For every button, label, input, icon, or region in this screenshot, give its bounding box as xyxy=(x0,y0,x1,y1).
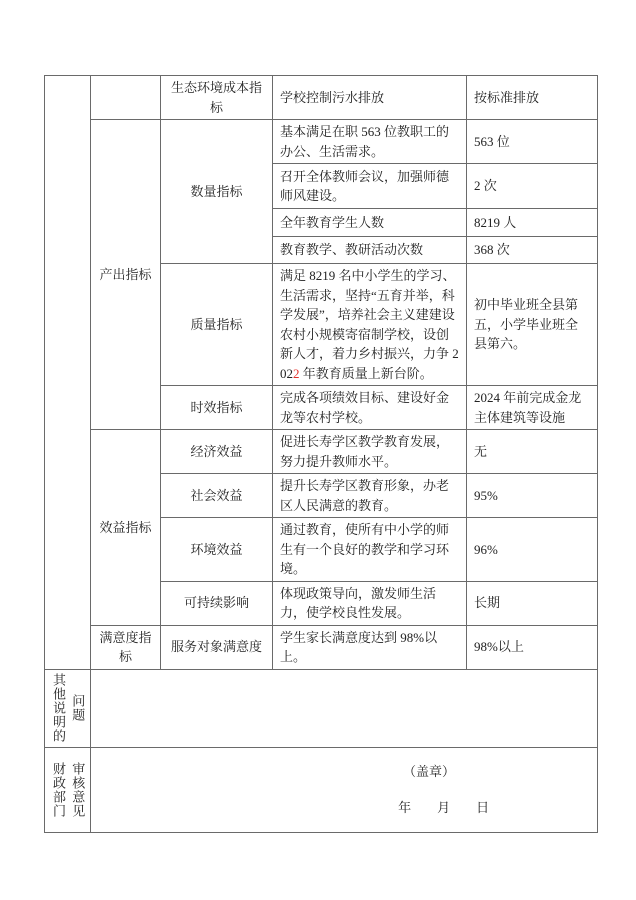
satisfaction-indicator-label: 服务对象满意度 xyxy=(161,625,273,669)
quantity-item-value: 563 位 xyxy=(467,120,598,164)
performance-table xyxy=(44,75,598,833)
timeliness-indicator-desc: 完成各项绩效目标、建设好金龙等农村学校。 xyxy=(273,386,467,430)
eco-indicator-value: 按标准排放 xyxy=(467,76,598,120)
row-satisfaction xyxy=(45,625,598,669)
empty-cell-category-column xyxy=(45,76,91,670)
quantity-item-value: 2 次 xyxy=(467,164,598,209)
quality-desc-red-digit: 2 xyxy=(293,365,300,381)
benefit-section-label: 效益指标 xyxy=(91,430,161,626)
quality-desc-post: 年教育质量上新台阶。 xyxy=(299,365,433,381)
benefit-item-desc: 提升长寿学区教育形象，办老区人民满意的教育。 xyxy=(273,474,467,518)
satisfaction-indicator-value: 98%以上 xyxy=(467,625,598,669)
benefit-item-desc: 体现政策导向，激发师生活力，使学校良性发展。 xyxy=(273,581,467,625)
benefit-item-desc: 促进长寿学区教学教育发展，努力提升教师水平。 xyxy=(273,430,467,474)
date-placeholder: 年 月 日 xyxy=(398,799,490,815)
other-notes-label-col2: 问题 xyxy=(70,694,86,722)
row-eco-cost xyxy=(45,76,598,120)
audit-label-col1: 财政部门 xyxy=(51,761,66,818)
quality-indicator-label: 质量指标 xyxy=(161,264,273,386)
benefit-item-value: 96% xyxy=(467,518,598,582)
quantity-item-desc: 基本满足在职 563 位教职工的办公、生活需求。 xyxy=(273,120,467,164)
quantity-item-desc: 召开全体教师会议，加强师德师风建设。 xyxy=(273,164,467,209)
timeliness-indicator-value: 2024 年前完成金龙主体建筑等设施 xyxy=(467,386,598,430)
timeliness-indicator-label: 时效指标 xyxy=(161,386,273,430)
satisfaction-section-label: 满意度指标 xyxy=(91,625,161,669)
quantity-item-value: 8219 人 xyxy=(467,209,598,237)
benefit-item-desc: 通过教育，使所有中小学的师生有一个良好的教学和学习环境。 xyxy=(273,518,467,582)
quantity-indicator-label: 数量指标 xyxy=(161,120,273,264)
benefit-item-label: 可持续影响 xyxy=(161,581,273,625)
other-notes-label xyxy=(45,669,91,747)
benefit-item-value: 长期 xyxy=(467,581,598,625)
row-quantity-1 xyxy=(45,120,598,164)
audit-opinion-label xyxy=(45,747,91,832)
quantity-item-desc: 全年教育学生人数 xyxy=(273,209,467,237)
quantity-item-desc: 教育教学、教研活动次数 xyxy=(273,237,467,264)
quality-indicator-desc xyxy=(273,264,467,386)
eco-indicator-label: 生态环境成本指标 xyxy=(161,76,273,120)
quantity-item-value: 368 次 xyxy=(467,237,598,264)
satisfaction-indicator-desc: 学生家长满意度达到 98%以上。 xyxy=(273,625,467,669)
audit-label-col2: 审核意见 xyxy=(70,761,86,818)
benefit-item-label: 经济效益 xyxy=(161,430,273,474)
quality-desc-pre: 满足 8219 名中小学生的学习、生活需求，坚持“五育并举，科学发展”，培养社会主义建建设农村小规模寄宿制学校，设创新人才，着力乡村振兴，力争 202 xyxy=(280,268,459,381)
seal-placeholder: （盖章） xyxy=(403,764,456,779)
benefit-item-label: 社会效益 xyxy=(161,474,273,518)
empty-cell-section-column xyxy=(91,76,161,120)
other-notes-content xyxy=(91,669,598,747)
output-section-label: 产出指标 xyxy=(91,120,161,430)
audit-opinion-content xyxy=(91,747,598,832)
row-audit-opinion xyxy=(45,747,598,832)
other-notes-label-col1: 其他说明的 xyxy=(51,673,66,743)
eco-indicator-desc: 学校控制污水排放 xyxy=(273,76,467,120)
benefit-item-label: 环境效益 xyxy=(161,518,273,582)
row-benefit-economic xyxy=(45,430,598,474)
benefit-item-value: 无 xyxy=(467,430,598,474)
benefit-item-value: 95% xyxy=(467,474,598,518)
row-other-notes xyxy=(45,669,598,747)
quality-indicator-value: 初中毕业班全县第五，小学毕业班全县第六。 xyxy=(467,264,598,386)
